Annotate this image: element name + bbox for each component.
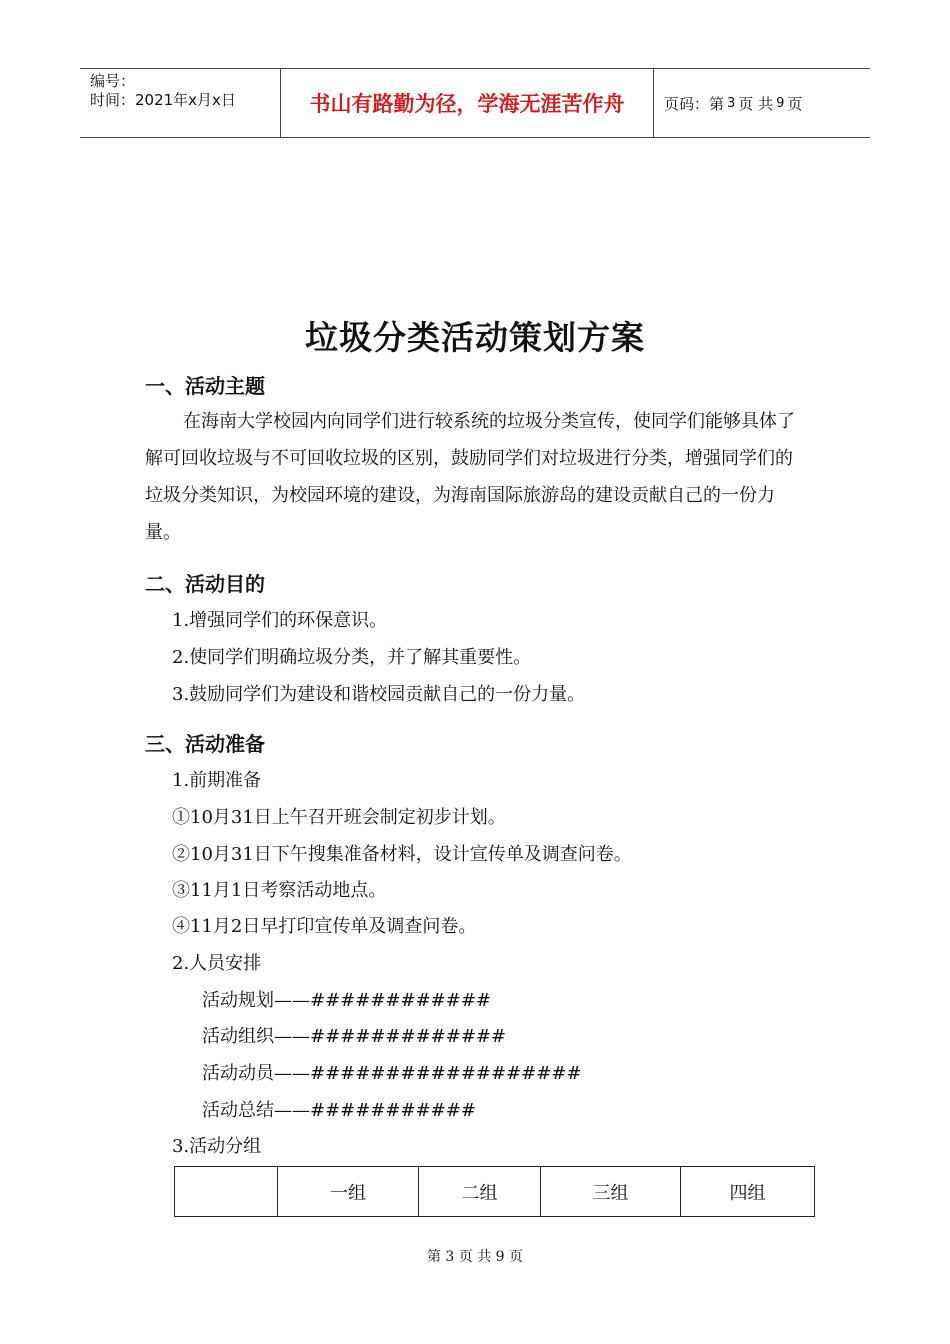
page-number: 3 bbox=[727, 95, 736, 111]
page-header bbox=[80, 68, 870, 138]
groups-subheading: 3.活动分组 bbox=[172, 1136, 262, 1157]
staff-item: 活动总结——########### bbox=[202, 1100, 476, 1121]
prep-item: ①10月31日上午召开班会制定初步计划。 bbox=[172, 807, 506, 828]
prep-item: ③11月1日考察活动地点。 bbox=[172, 880, 387, 901]
header-motto: 书山有路勤为径，学海无涯苦作舟 bbox=[280, 69, 654, 137]
purpose-item: 3.鼓励同学们为建设和谐校园贡献自己的一份力量。 bbox=[172, 684, 586, 705]
section1-text: 在海南大学校园内向同学们进行较系统的垃圾分类宣传，使同学们能够具体了解可回收垃圾与不可回收垃圾的区别，鼓励同学们对垃圾进行分类，增强同学们的垃圾分类知识，为校园环境的建设，为海南国际旅游岛的建设贡献自己的一份力量。 bbox=[145, 411, 795, 543]
purpose-item: 1.增强同学们的环保意识。 bbox=[172, 610, 388, 631]
staff-item: 活动动员——################## bbox=[202, 1063, 582, 1084]
section3-heading: 三、活动准备 bbox=[145, 732, 265, 756]
groups-table bbox=[174, 1166, 815, 1217]
header-page-info bbox=[654, 69, 870, 137]
staff-subheading: 2.人员安排 bbox=[172, 953, 262, 974]
table-cell: 二组 bbox=[419, 1167, 541, 1217]
table-cell bbox=[175, 1167, 278, 1217]
staff-item: 活动规划——############ bbox=[202, 990, 491, 1011]
header-meta bbox=[80, 69, 280, 137]
table-cell: 四组 bbox=[681, 1167, 815, 1217]
table-row bbox=[175, 1167, 815, 1217]
page-total: 9 bbox=[776, 95, 785, 111]
purpose-item: 2.使同学们明确垃圾分类，并了解其重要性。 bbox=[172, 647, 532, 668]
page-prefix: 页码：第 bbox=[664, 94, 725, 113]
page-footer: 第 3 页 共 9 页 bbox=[426, 1249, 524, 1265]
doc-code-label: 编号： bbox=[90, 72, 136, 90]
doc-time-label: 时间：2021年x月x日 bbox=[90, 91, 236, 109]
section1-paragraph bbox=[145, 403, 810, 551]
prep-item: ④11月2日早打印宣传单及调查问卷。 bbox=[172, 916, 477, 937]
page-suffix: 页 bbox=[787, 94, 803, 113]
page-mid: 页 共 bbox=[738, 94, 774, 113]
prep-item: ②10月31日下午搜集准备材料，设计宣传单及调查问卷。 bbox=[172, 844, 632, 865]
section2-heading: 二、活动目的 bbox=[145, 572, 265, 596]
staff-item: 活动组织——############# bbox=[202, 1026, 507, 1047]
document-title: 垃圾分类活动策划方案 bbox=[305, 318, 645, 357]
table-cell: 一组 bbox=[278, 1167, 419, 1217]
prep-subheading: 1.前期准备 bbox=[172, 770, 262, 791]
section1-heading: 一、活动主题 bbox=[145, 374, 265, 398]
table-cell: 三组 bbox=[541, 1167, 681, 1217]
